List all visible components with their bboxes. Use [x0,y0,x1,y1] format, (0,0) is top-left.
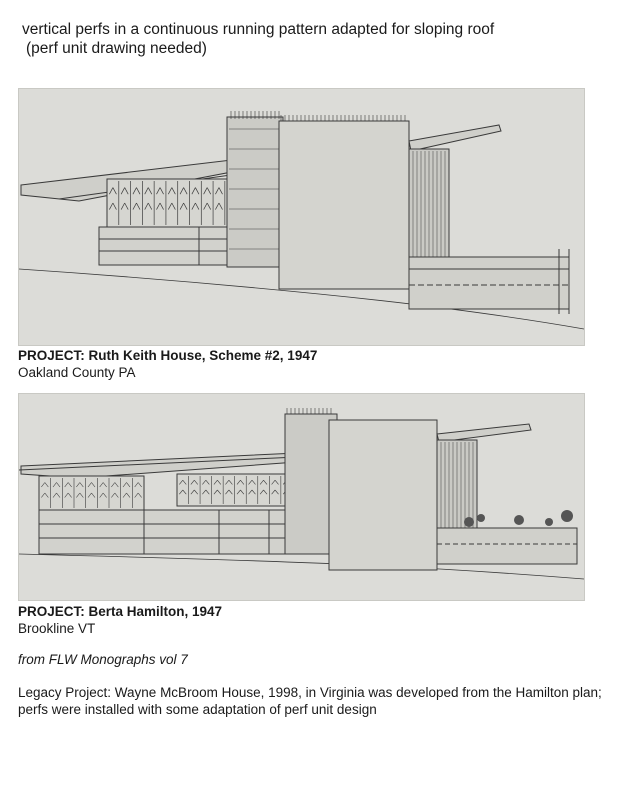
caption-berta-hamilton [18,603,222,637]
caption-ruth-keith [18,347,317,381]
source-note: from FLW Monographs vol 7 [18,652,188,667]
caption-location: Oakland County PA [18,365,136,380]
caption-title: PROJECT: Ruth Keith House, Scheme #2, 1947 [18,348,318,363]
heading-line-1: vertical perfs in a continuous running pattern adapted for sloping roof [22,21,495,38]
page-heading [22,20,494,58]
elevation-drawing-2 [19,394,584,600]
caption-title: PROJECT: Berta Hamilton, 1947 [18,604,223,619]
caption-location: Brookline VT [18,621,96,636]
berta-hamilton-elevation [18,393,585,601]
parapet-ticks-2 [287,408,331,414]
ruth-keith-house-elevation [18,88,585,346]
elevation-drawing-1 [19,89,584,345]
legacy-project-note: Legacy Project: Wayne McBroom House, 1998, in Virginia was developed from the Hamilton plan; perfs were installed with some adaptation of perf unit design [18,685,602,717]
heading-line-2: (perf unit drawing needed) [26,40,207,57]
